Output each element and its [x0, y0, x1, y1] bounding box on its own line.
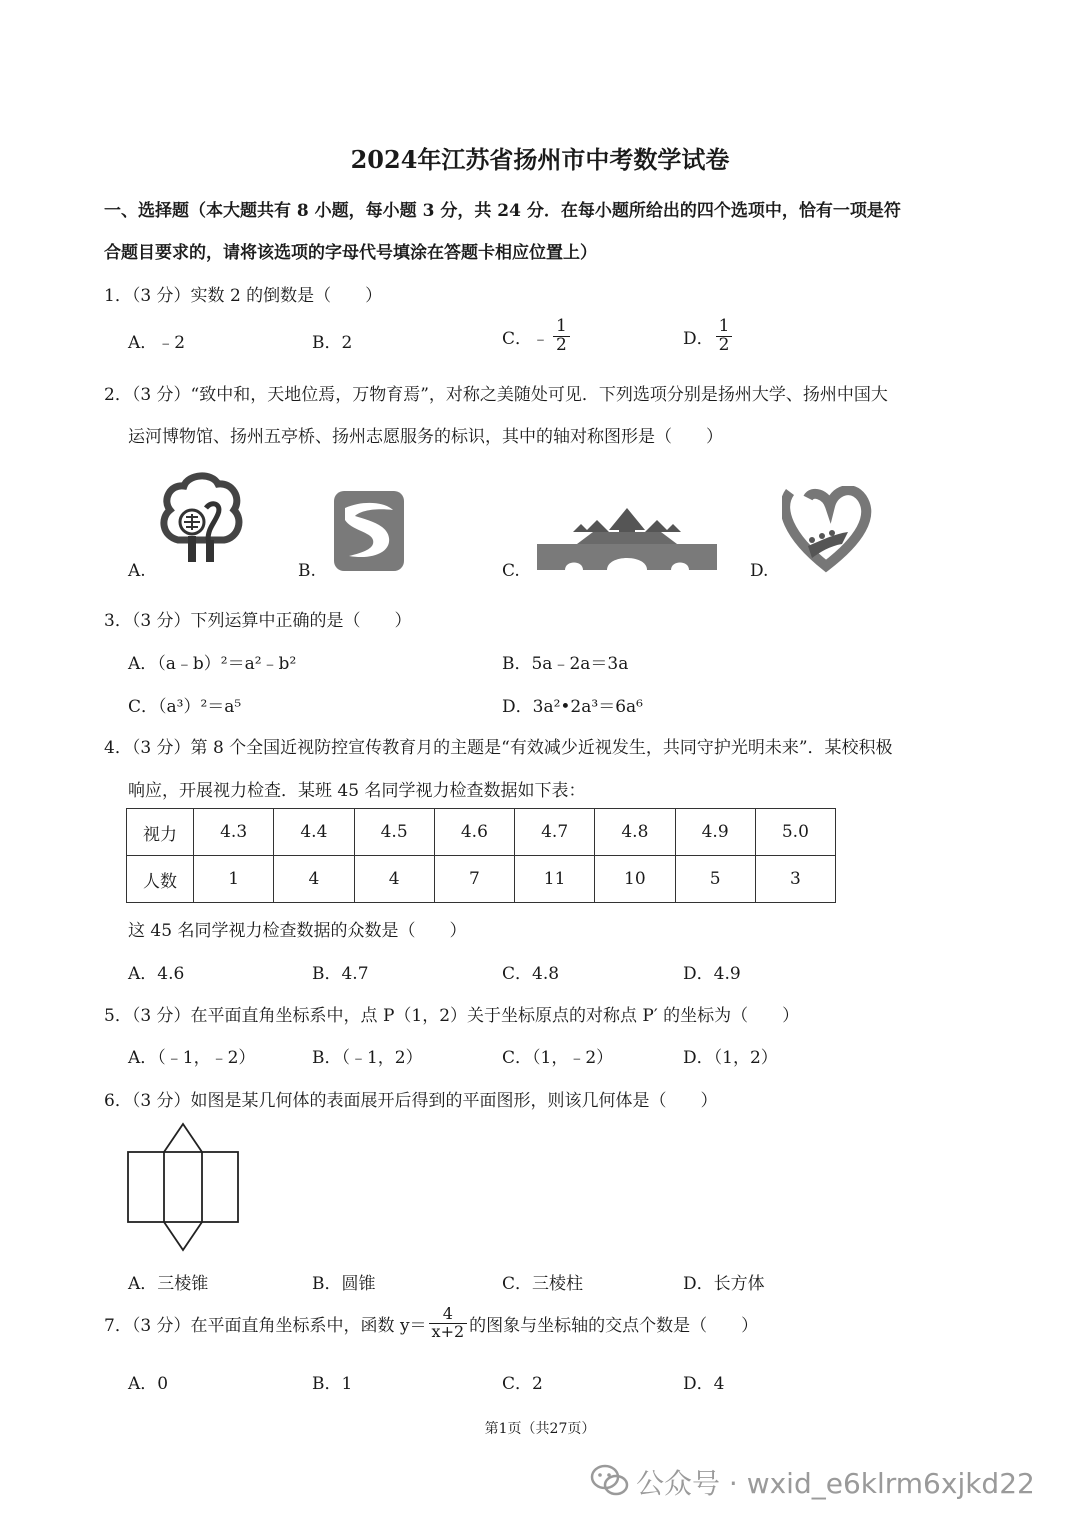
q5-option-b: B．（﹣1，2）: [312, 1048, 423, 1068]
table-cell: 4.9: [675, 809, 755, 856]
q2-option-c: C.: [502, 561, 520, 581]
q6-option-c: C．三棱柱: [502, 1274, 584, 1294]
q7-stem-prefix: 7．（3 分）在平面直角坐标系中，函数 y＝: [104, 1315, 427, 1336]
q7-fraction-denominator: x+2: [431, 1321, 465, 1341]
table-cell: 10: [595, 856, 675, 903]
table-row: [127, 809, 836, 856]
watermark-text: 公众号 · wxid_e6klrm6xjkd22: [636, 1467, 1035, 1500]
table-cell: 4.6: [434, 809, 514, 856]
page-footer: 第1页（共27页）: [484, 1421, 596, 1437]
q1-option-d-label: D．: [683, 328, 714, 349]
q3-stem: 3．（3 分）下列运算中正确的是（ ）: [104, 611, 412, 631]
q4-stem-line1: 4．（3 分）第 8 个全国近视防控宣传教育月的主题是“有效减少近视发生，共同守护光明未来”．某校积极: [104, 738, 893, 758]
q7-fraction-numerator: 4: [429, 1306, 468, 1324]
vision-data-table: [126, 808, 836, 903]
q3-option-b: B．5a﹣2a＝3a: [502, 654, 629, 674]
q2-option-a: A.: [128, 561, 146, 581]
q1-option-c-denominator: 2: [556, 334, 567, 355]
q5-option-a: A．（﹣1，﹣2）: [128, 1048, 256, 1068]
yangzhou-university-logo-icon: [160, 470, 244, 566]
q3-option-c: C．（a³）²＝a⁵: [128, 697, 242, 717]
table-cell: 4.3: [194, 809, 274, 856]
table-cell: 4: [354, 856, 434, 903]
section-heading-line2: 合题目要求的，请将该选项的字母代号填涂在答题卡相应位置上）: [104, 243, 597, 263]
volunteer-service-logo-icon: [782, 486, 872, 574]
q5-option-d: D．（1，2）: [683, 1048, 778, 1068]
q1-option-c-label: C．: [502, 328, 533, 349]
table-cell: 1: [194, 856, 274, 903]
table-cell: 7: [434, 856, 514, 903]
canal-museum-logo-icon: [333, 490, 405, 572]
q5-stem: 5．（3 分）在平面直角坐标系中，点 P（1，2）关于坐标原点的对称点 P′ 的坐标为（ ）: [104, 1006, 800, 1026]
q3-option-a: A．（a﹣b）²＝a²﹣b²: [128, 654, 297, 674]
table-cell: 4.5: [354, 809, 434, 856]
prism-net-diagram: [126, 1122, 242, 1252]
q1-option-d: [683, 318, 734, 355]
q1-option-c-sign: ﹣: [532, 328, 550, 349]
q1-option-d-numerator: 1: [716, 318, 733, 337]
table-row-header: 人数: [127, 856, 194, 903]
q2-stem-line1: 2．（3 分）“致中和，天地位焉，万物育焉”，对称之美随处可见．下列选项分别是扬州大学、扬州中国大: [104, 385, 888, 405]
table-cell: 5.0: [755, 809, 835, 856]
q4-stem-line3: 这 45 名同学视力检查数据的众数是（ ）: [128, 921, 467, 941]
q6-option-d: D．长方体: [683, 1274, 765, 1294]
q4-option-d: D．4.9: [683, 964, 741, 984]
table-cell: 4: [274, 856, 354, 903]
q1-option-b: B．2: [312, 333, 353, 353]
q1-option-d-fraction: [716, 318, 733, 355]
q4-stem-line2: 响应，开展视力检查．某班 45 名同学视力检查数据如下表：: [128, 781, 586, 801]
q7-stem: [104, 1306, 758, 1341]
table-cell: 4.8: [595, 809, 675, 856]
q7-stem-suffix: 的图象与坐标轴的交点个数是（ ）: [469, 1315, 759, 1336]
q3-option-d: D．3a²•2a³＝6a⁶: [502, 697, 643, 717]
table-cell: 5: [675, 856, 755, 903]
page-title: 2024年江苏省扬州市中考数学试卷: [350, 145, 730, 174]
q7-fraction: [429, 1306, 468, 1341]
q1-option-c-numerator: 1: [553, 318, 570, 337]
q7-option-a: A．0: [128, 1374, 169, 1394]
table-cell: 3: [755, 856, 835, 903]
q4-option-a: A．4.6: [128, 964, 185, 984]
q1-option-c: [502, 318, 572, 355]
table-cell: 11: [515, 856, 595, 903]
q1-option-a: A．﹣2: [128, 333, 186, 353]
five-pavilion-bridge-logo-icon: [537, 500, 717, 574]
section-heading-line1: 一、选择题（本大题共有 8 小题，每小题 3 分，共 24 分．在每小题所给出的四个选项中，恰有一项是符: [104, 201, 901, 221]
table-row: [127, 856, 836, 903]
q2-option-b: B.: [298, 561, 316, 581]
table-row-header: 视力: [127, 809, 194, 856]
q1-option-d-denominator: 2: [718, 334, 730, 355]
table-cell: 4.4: [274, 809, 354, 856]
q2-option-d: D.: [750, 561, 769, 581]
q6-stem: 6．（3 分）如图是某几何体的表面展开后得到的平面图形，则该几何体是（ ）: [104, 1091, 718, 1111]
q4-option-c: C．4.8: [502, 964, 560, 984]
q1-option-c-fraction: [553, 318, 570, 355]
q6-option-a: A．三棱锥: [128, 1274, 209, 1294]
table-cell: 4.7: [515, 809, 595, 856]
q2-stem-line2: 运河博物馆、扬州五亭桥、扬州志愿服务的标识，其中的轴对称图形是（ ）: [128, 427, 723, 447]
q7-option-b: B．1: [312, 1374, 353, 1394]
q5-option-c: C．（1，﹣2）: [502, 1048, 614, 1068]
q1-stem: 1．（3 分）实数 2 的倒数是（ ）: [104, 286, 383, 306]
q4-option-b: B．4.7: [312, 964, 369, 984]
q6-option-b: B．圆锥: [312, 1274, 376, 1294]
wechat-icon: [590, 1464, 630, 1498]
q7-option-c: C．2: [502, 1374, 543, 1394]
q7-option-d: D．4: [683, 1374, 725, 1394]
